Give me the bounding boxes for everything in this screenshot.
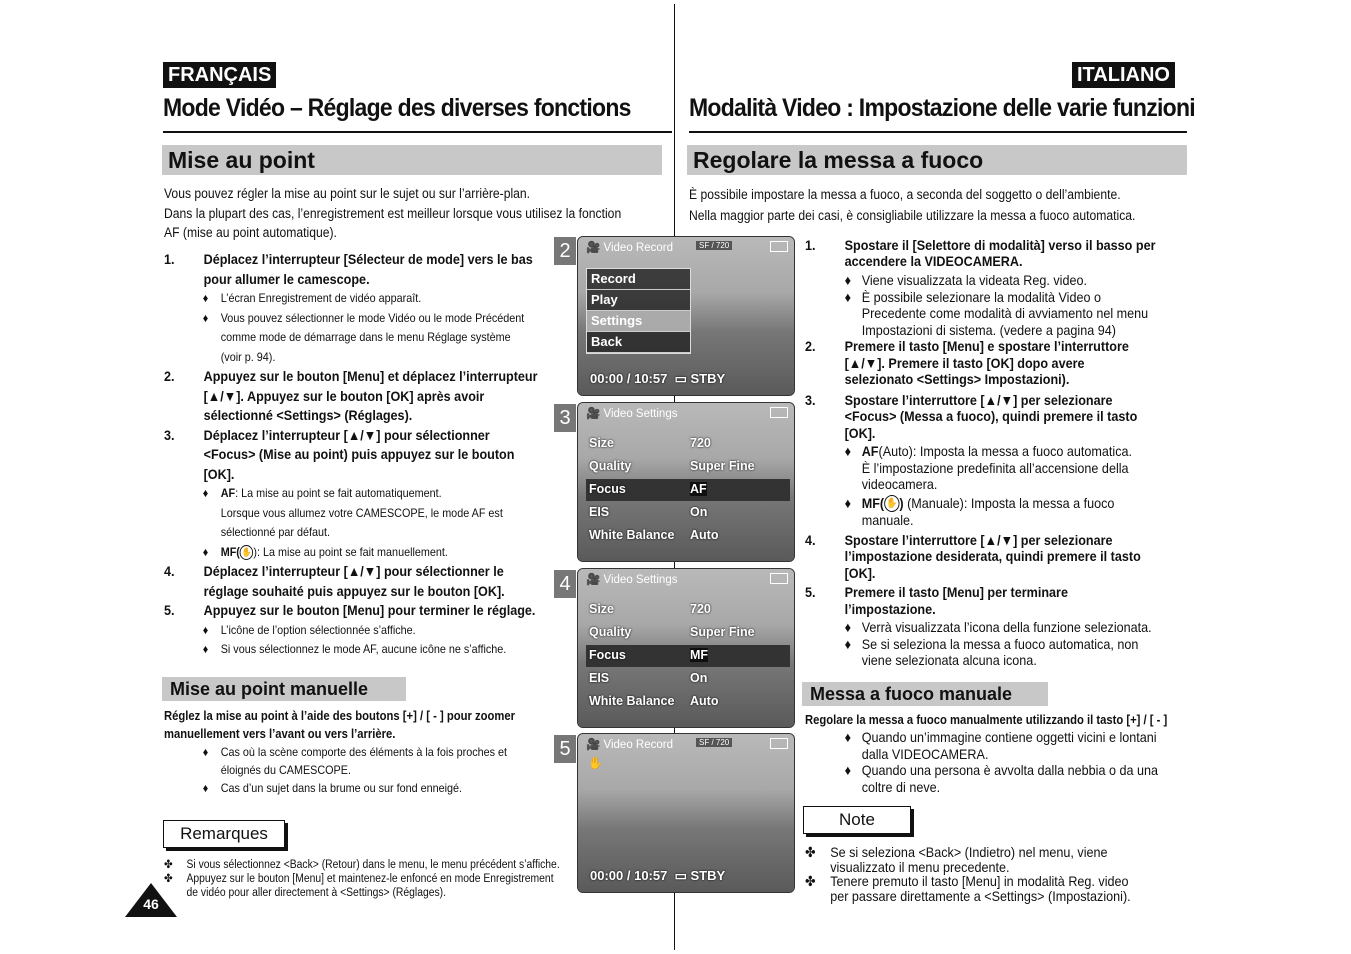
setting-value: On [690, 505, 708, 519]
time-counter: 00:00 / 10:57 [590, 371, 668, 386]
setting-key: Size [589, 436, 615, 450]
bullet-text: L’écran Enregistrement de vidéo apparaît. [220, 291, 422, 305]
steps-it [805, 237, 1192, 669]
note-text: Tenere premuto il tasto [Menu] in modalità Reg. video [830, 873, 1129, 889]
menu-item-play[interactable]: Play [587, 290, 690, 311]
title-rule-fr [163, 131, 672, 133]
note-item: ✤ Appuyez sur le bouton [Menu] et maintenez-le enfoncé en mode Enregistrement de vidéo pour aller directement à <Settings> (Réglages). [164, 872, 560, 900]
notes-title-fr: Remarques [163, 820, 285, 848]
screen-number: 4 [554, 570, 576, 598]
bullet-text: Vous pouvez sélectionner le mode Vidéo ou le mode Précédent [220, 310, 525, 325]
title-rule-it [689, 131, 1187, 133]
bullet-text: Lorsque vous allumez votre CAMESCOPE, le mode AF est [220, 505, 503, 520]
step-number: 5. [164, 602, 175, 618]
step-number: 1. [164, 251, 175, 267]
bullet-text: Cas où la scène comporte des éléments à la fois proches et [220, 745, 508, 759]
step-3-fr [164, 426, 542, 485]
setting-row[interactable] [586, 599, 790, 621]
setting-value: Auto [690, 694, 719, 708]
step-3-it [805, 392, 1192, 442]
step-text: Déplacez l’interrupteur [Sélecteur de mode] vers le bas [203, 251, 533, 267]
step-text: Spostare l’interruttore [▲/▼] per selezionare [844, 391, 1113, 408]
bullet-af-fr: ♦ AF: La mise au point se fait automatiquement. Lorsque vous allumez votre CAMESCOPE, le mode AF est sélectionné par défaut. [164, 484, 542, 543]
time-readout: 00:00 / 10:57 ▭ STBY [590, 371, 726, 386]
bullet-fr: ♦ L’icône de l’option sélectionnée s’affiche. [164, 621, 542, 641]
setting-key: Focus [589, 648, 626, 662]
setting-row[interactable] [586, 668, 790, 690]
subsection-line: Réglez la mise au point à l’aide des boutons [+] / [ - ] pour zoomer [164, 709, 515, 723]
language-tag-fr: FRANÇAIS [163, 62, 276, 88]
manual-focus-hand-icon: ✋ [884, 495, 899, 512]
step-text: Spostare il [Selettore di modalità] verso il basso per [844, 237, 1156, 253]
step-number: 4. [164, 563, 175, 579]
subsection-bullets-fr [164, 743, 542, 797]
step-text: Déplacez l’interrupteur [▲/▼] pour sélectionner le [203, 563, 504, 579]
af-label: AF [861, 443, 879, 459]
bullet-text: L’icône de l’option sélectionnée s’affiche. [220, 622, 416, 637]
screen-header: 🎥 Video Record [586, 242, 673, 254]
step-number: 2. [805, 338, 816, 354]
bullet-it: ♦ Verrà visualizzata l’icona della funzione selezionata. [805, 619, 1192, 636]
screen-mode-label: Video Record [603, 242, 673, 254]
step-1-fr [164, 250, 542, 289]
step-number: 4. [805, 531, 816, 548]
bullet-mf-fr: ♦ MF( ✋ ): La mise au point se fait manuellement. [202, 544, 448, 559]
bullet-text: (Auto): Imposta la messa a fuoco automatica. [878, 443, 1133, 459]
step-number: 5. [805, 584, 816, 601]
step-text: Appuyez sur le bouton [Menu] pour terminer le réglage. [203, 602, 536, 618]
camcorder-screen-settings-af [577, 402, 795, 562]
step-text: pour allumer le camescope. [203, 270, 370, 287]
subsection-text-it: Regolare la messa a fuoco manualmente utilizzando il tasto [+] / [ - ] [805, 713, 1168, 727]
page-title-fr: Mode Vidéo – Réglage des diverses fonctions [163, 94, 631, 122]
bullet-text: È l’impostazione predefinita all’accensione della [861, 459, 1129, 476]
screen-menu[interactable] [586, 268, 691, 354]
subsection-bullets-it [805, 729, 1192, 795]
standby-status: STBY [690, 868, 726, 883]
af-label: AF [220, 486, 236, 500]
step-text: <Focus> (Messa a fuoco), quindi premere il tasto [844, 408, 1138, 424]
step-4-it [805, 532, 1192, 582]
time-readout: 00:00 / 10:57 ▭ STBY [590, 868, 726, 883]
setting-value: AF [690, 482, 707, 496]
battery-icon [770, 407, 788, 418]
screen-number: 5 [554, 735, 576, 763]
step-5-fr [164, 601, 542, 621]
bullet-text: comme mode de démarrage dans le menu Réglage système [220, 330, 511, 344]
bullet-text: Precedente come modalità di avviamento nel menu [861, 305, 1149, 321]
setting-row[interactable] [586, 502, 790, 524]
setting-key: White Balance [589, 528, 675, 542]
intro-fr [164, 184, 650, 243]
section-title-it: Regolare la messa a fuoco [687, 145, 1187, 175]
step-text: sélectionné <Settings> (Réglages). [203, 407, 413, 423]
bullet-text: Quando una persona è avvolta dalla nebbia o da una [861, 762, 1159, 778]
setting-key: Quality [589, 459, 632, 473]
menu-item-settings[interactable]: Settings [587, 311, 690, 332]
step-text: Déplacez l’interrupteur [▲/▼] pour sélectionner [203, 426, 490, 443]
bullet-text: (voir p. 94). [220, 349, 276, 364]
step-text: selezionato <Settings> Impostazioni). [844, 371, 1070, 387]
intro-line: È possibile impostare la messa a fuoco, a seconda del soggetto o dell’ambiente. [689, 187, 1121, 202]
setting-value: On [690, 671, 708, 685]
setting-row-focus[interactable] [586, 479, 790, 501]
setting-value: Super Fine [690, 459, 755, 473]
camcorder-screen-record-menu [577, 236, 795, 396]
notes-fr [164, 858, 560, 900]
manual-focus-hand-icon: ✋ [240, 545, 254, 560]
steps-fr [164, 250, 542, 660]
notes-title-it: Note [803, 806, 911, 834]
note-text: Si vous sélectionnez <Back> (Retour) dans le menu, le menu précédent s’affiche. [186, 859, 560, 871]
screen-number: 2 [554, 237, 576, 265]
bullet-mf-it: ♦ MF( ✋ ) (Manuale): Imposta la messa a fuoco manuale. [805, 495, 1192, 529]
bullet-text: : La mise au point se fait automatiquement. [235, 486, 442, 500]
section-title-fr: Mise au point [162, 145, 662, 175]
mf-label: MF( [220, 544, 240, 559]
intro-it [689, 184, 1175, 226]
setting-row-focus[interactable] [586, 645, 790, 667]
step-4-fr [164, 562, 542, 601]
bullet-text: Viene visualizzata la videata Reg. video. [861, 272, 1088, 288]
bullet-it: ♦ Se si seleziona la messa a fuoco automatica, non viene selezionata alcuna icona. [805, 636, 1192, 669]
screen-header: 🎥 Video Settings [586, 574, 678, 586]
bullet-fr: ♦ Vous pouvez sélectionner le mode Vidéo ou le mode Précédent comme mode de démarrage dans le menu Réglage système (voir p. 94). [164, 309, 542, 368]
bullet-text: (Manuale): Imposta la messa a fuoco [903, 494, 1115, 511]
resolution-badge: SF / 720 [696, 241, 732, 250]
screen-header: 🎥 Video Settings [586, 408, 678, 420]
step-number: 3. [805, 391, 816, 408]
bullet-text: viene selezionata alcuna icona. [861, 652, 1037, 669]
step-text: [OK]. [844, 424, 876, 441]
setting-key: Focus [589, 482, 626, 496]
bullet-it: ♦ È possibile selezionare la modalità Video o Precedente come modalità di avviamento nel menu Impostazioni di sistema. (vedere a pagina 94) [805, 289, 1192, 339]
setting-value: MF [690, 648, 709, 662]
step-text: [OK]. [203, 465, 235, 482]
subsection-title-it: Messa a fuoco manuale [802, 682, 1048, 706]
step-text: Spostare l’interruttore [▲/▼] per selezionare [844, 531, 1113, 548]
step-number: 1. [805, 237, 816, 253]
step-2-it [805, 338, 1192, 388]
note-item: ✤ Tenere premuto il tasto [Menu] in modalità Reg. video per passare direttamente a <Settings> (Impostazioni). [805, 874, 1192, 903]
standby-status: STBY [690, 371, 726, 386]
screen-mode-label: Video Settings [603, 574, 678, 586]
step-text: l’impostazione desiderata, quindi premere il tasto [844, 548, 1141, 565]
step-5-it [805, 584, 1192, 617]
bullet-text: Verrà visualizzata l’icona della funzione selezionata. [861, 619, 1152, 636]
bullet-fr: ♦ Cas d’un sujet dans la brume ou sur fond enneigé. [164, 779, 542, 797]
bullet-text: coltre di neve. [861, 778, 941, 795]
battery-icon [770, 573, 788, 584]
setting-row[interactable] [586, 433, 790, 455]
setting-row[interactable] [586, 456, 790, 478]
bullet-it: ♦ Quando un’immagine contiene oggetti vicini e lontani dalla VIDEOCAMERA. [805, 729, 1192, 762]
note-text: visualizzato il menu precedente. [830, 858, 1010, 875]
note-text: per passare direttamente a <Settings> (Impostazioni). [830, 887, 1131, 904]
bullet-text: È possibile selezionare la modalità Video o [861, 288, 1102, 305]
step-text: Premere il tasto [Menu] e spostare l’interruttore [844, 338, 1129, 354]
intro-line: AF (mise au point automatique). [164, 225, 337, 240]
camcorder-screen-settings-mf [577, 568, 795, 728]
bullet-text: videocamera. [861, 476, 938, 492]
setting-key: White Balance [589, 694, 675, 708]
bullet-it: ♦ Quando una persona è avvolta dalla nebbia o da una coltre di neve. [805, 762, 1192, 795]
setting-value: 720 [690, 602, 711, 616]
resolution-badge: SF / 720 [696, 738, 732, 747]
setting-key: EIS [589, 505, 610, 519]
mf-label: MF( [861, 494, 885, 511]
subsection-line: manuellement vers l’avant ou vers l’arrière. [164, 726, 396, 741]
screen-mode-label: Video Settings [603, 408, 678, 420]
bullet-text: Si vous sélectionnez le mode AF, aucune icône ne s’affiche. [220, 642, 507, 656]
battery-icon [770, 241, 788, 252]
setting-row[interactable] [586, 622, 790, 644]
bullet-text: Se si seleziona la messa a fuoco automatica, non [861, 635, 1139, 652]
bullet-fr: ♦ Cas où la scène comporte des éléments à la fois proches et éloignés du CAMESCOPE. [164, 743, 542, 779]
note-item: ✤ Si vous sélectionnez <Back> (Retour) dans le menu, le menu précédent s’affiche. [164, 859, 560, 871]
battery-icon [770, 738, 788, 749]
step-number: 2. [164, 368, 175, 384]
setting-row[interactable] [586, 525, 790, 547]
bullet-fr: ♦ Si vous sélectionnez le mode AF, aucune icône ne s’affiche. [164, 640, 542, 660]
screen-number: 3 [554, 404, 576, 432]
menu-item-record[interactable]: Record [587, 269, 690, 290]
screen-mode-label: Video Record [603, 739, 673, 751]
intro-line: Vous pouvez régler la mise au point sur le sujet ou sur l’arrière-plan. [164, 186, 531, 201]
bullet-af-it: ♦ AF(Auto): Imposta la messa a fuoco automatica. È l’impostazione predefinita all’accensione della videocamera. [805, 443, 1192, 493]
manual-focus-icon: ✋ [588, 756, 603, 770]
note-text: de vidéo pour aller directement à <Settings> (Réglages). [186, 887, 446, 899]
menu-item-back[interactable]: Back [587, 332, 690, 353]
step-text: <Focus> (Mise au point) puis appuyez sur le bouton [203, 446, 515, 462]
step-2-fr [164, 367, 542, 426]
bullet-fr: ♦ L’écran Enregistrement de vidéo apparaît. [164, 289, 542, 309]
step-text: [▲/▼]. Appuyez sur le bouton [OK] après avoir [203, 387, 485, 404]
bullet-text: ): La mise au point se fait manuellement. [253, 544, 448, 559]
mf-label-close: ) [899, 494, 904, 511]
bullet-it: ♦ Viene visualizzata la videata Reg. video. [805, 272, 1192, 289]
step-text: Appuyez sur le bouton [Menu] et déplacez l’interrupteur [203, 368, 538, 384]
notes-it [805, 845, 1192, 903]
setting-value: 720 [690, 436, 711, 450]
note-text: Appuyez sur le bouton [Menu] et maintenez-le enfoncé en mode Enregistrement [186, 873, 554, 885]
step-text: [OK]. [844, 564, 876, 581]
step-1-it [805, 237, 1192, 269]
setting-value: Auto [690, 528, 719, 542]
note-item: ✤ Se si seleziona <Back> (Indietro) nel menu, viene visualizzato il menu precedente. [805, 845, 1192, 874]
bullet-text: Impostazioni di sistema. (vedere a pagina 94) [861, 321, 1116, 338]
step-text: réglage souhaité puis appuyez sur le bouton [OK]. [203, 582, 505, 599]
setting-key: Size [589, 602, 615, 616]
bullet-text: sélectionné par défaut. [220, 525, 330, 539]
bullet-text: dalla VIDEOCAMERA. [861, 745, 989, 762]
bullet-text: Cas d’un sujet dans la brume ou sur fond enneigé. [220, 781, 463, 795]
subsection-title-fr: Mise au point manuelle [162, 677, 406, 701]
intro-line: Nella maggior parte dei casi, è consigliabile utilizzare la messa a fuoco automatica. [689, 208, 1136, 223]
page-number: 46 [143, 896, 159, 912]
step-text: accendere la VIDEOCAMERA. [844, 253, 1023, 269]
subsection-text-fr [164, 708, 542, 743]
bullet-text: Quando un’immagine contiene oggetti vicini e lontani [861, 729, 1157, 745]
time-counter: 00:00 / 10:57 [590, 868, 668, 883]
step-number: 3. [164, 426, 175, 443]
step-text: l’impostazione. [844, 600, 936, 617]
setting-row[interactable] [586, 691, 790, 713]
bullet-text: éloignés du CAMESCOPE. [220, 763, 351, 777]
intro-line: Dans la plupart des cas, l’enregistrement est meilleur lorsque vous utilisez la fonction [164, 205, 622, 221]
setting-value: Super Fine [690, 625, 755, 639]
setting-key: EIS [589, 671, 610, 685]
camcorder-screen-record-mf [577, 733, 795, 893]
screen-header: 🎥 Video Record [586, 739, 673, 751]
setting-key: Quality [589, 625, 632, 639]
note-text: Se si seleziona <Back> (Indietro) nel menu, viene [830, 844, 1108, 860]
bullet-text: manuale. [861, 512, 914, 529]
step-text: Premere il tasto [Menu] per terminare [844, 584, 1068, 601]
language-tag-it: ITALIANO [1072, 62, 1175, 88]
page-title-it: Modalità Video : Impostazione delle varie funzioni [689, 94, 1195, 122]
step-text: [▲/▼]. Premere il tasto [OK] dopo avere [844, 354, 1085, 371]
